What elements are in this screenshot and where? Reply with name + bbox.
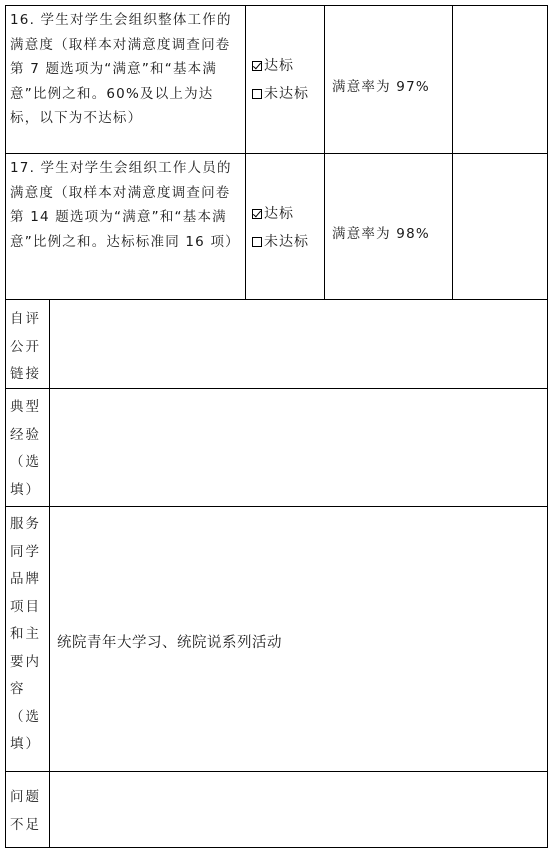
column-divider: [245, 5, 246, 300]
indicator-17-text: 17. 学生对学生会组织工作人员的满意度（取样本对满意度调查问卷第 14 题选项为“满意”和“基本满意”比例之和。达标标准同 16 项）: [10, 160, 240, 250]
empty-checkbox-icon[interactable]: [252, 237, 262, 247]
indicator-16-result: 满意率为 97%: [332, 79, 430, 95]
self-eval-link-label: 自评公开链接: [10, 311, 41, 382]
table-border-left: [5, 5, 6, 848]
problems-content[interactable]: [54, 774, 544, 848]
indicator-17-pass-option[interactable]: [252, 200, 322, 228]
brand-project-content[interactable]: 统院青年大学习、统院说系列活动: [57, 635, 282, 651]
row-divider: [5, 506, 548, 507]
fail-label: 未达标: [264, 234, 309, 250]
typical-experience-content[interactable]: [54, 390, 544, 504]
column-divider: [324, 5, 325, 300]
indicator-17-fail-option[interactable]: [252, 228, 322, 256]
indicator-16-pass-option[interactable]: [252, 52, 322, 80]
problems-label: 问题不足: [10, 789, 41, 833]
empty-checkbox-icon[interactable]: [252, 89, 262, 99]
indicator-16-text: 16. 学生对学生会组织整体工作的满意度（取样本对满意度调查问卷第 7 题选项为“满意”和“基本满意”比例之和。60%及以上为达标，以下为不达标）: [10, 12, 232, 126]
self-eval-link-content[interactable]: [54, 302, 544, 386]
indicator-17-result: 满意率为 98%: [332, 226, 430, 242]
indicator-16-options: [252, 52, 322, 108]
typical-experience-label: 典型经验（选填）: [10, 399, 41, 498]
table-border-bottom: [5, 847, 548, 848]
row-divider: [5, 388, 548, 389]
brand-project-label: 服务同学品牌项目和主要内容（选填）: [10, 516, 41, 752]
row-divider: [5, 299, 548, 300]
column-divider: [49, 299, 50, 848]
row-divider: [5, 153, 548, 154]
checked-checkbox-icon[interactable]: [252, 209, 262, 219]
row-divider: [5, 771, 548, 772]
column-divider: [452, 5, 453, 300]
indicator-17-options: [252, 200, 322, 256]
pass-label: 达标: [264, 206, 294, 222]
fail-label: 未达标: [264, 86, 309, 102]
indicator-16-fail-option[interactable]: [252, 80, 322, 108]
pass-label: 达标: [264, 58, 294, 74]
table-border-top: [5, 5, 548, 6]
checked-checkbox-icon[interactable]: [252, 61, 262, 71]
table-border-right: [547, 5, 548, 848]
